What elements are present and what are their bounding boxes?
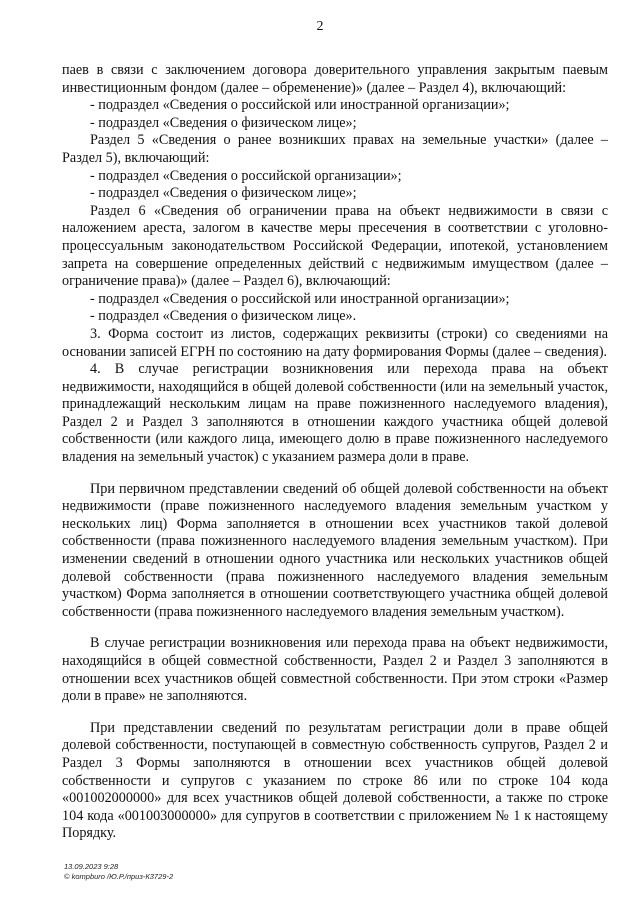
paragraph: 4. В случае регистрации возникновения или перехода права на объект недвижимости, находящийся в общей долевой собственности (или на земельный участок, принадлежащий нескольким лицам на праве пожизненного наследуемого владения), Раздел 2 и Раздел 3 заполняются в отношении каждого участника общей долевой собственности (или каждого лица, имеющего долю в праве пожизненного наследуемого владения на земельный участок) с указанием размера доли в праве.	[62, 361, 608, 466]
footer-timestamp: 13.09.2023 9:28	[64, 862, 119, 871]
list-item: - подраздел «Сведения о российской или иностранной организации»;	[90, 290, 510, 307]
footer-doc-id: © kompburo /Ю.Р./приз-К3729-2	[64, 872, 174, 881]
paragraph: Раздел 6 «Сведения об ограничении права на объект недвижимости в связи с наложением ареста, залогом в качестве меры пресечения в соответствии с уголовно-процессуальным законодательством Российской Федерации, ипотекой, установлением запрета на совершение определенных действий с недвижимым имуществом (далее – ограничение права)» (далее – Раздел 6), включающий:	[62, 202, 608, 290]
paragraph: 3. Форма состоит из листов, содержащих реквизиты (строки) со сведениями на основании записей ЕГРН по состоянию на дату формирования Формы (далее – сведения).	[62, 325, 608, 360]
paragraph: При представлении сведений по результатам регистрации доли в праве общей долевой собственности, поступающей в совместную собственность супругов, Раздел 2 и Раздел 3 Формы заполняются в отношении всех участников общей долевой собственности и супругов с указанием по строке 86 или по строке 104 кода «001002000000» для всех участников общей долевой собственности, а также по строке 104 кода «001003000000» для супругов в соответствии с приложением № 1 к настоящему Порядку.	[62, 719, 608, 842]
list-item: - подраздел «Сведения о физическом лице»;	[90, 185, 357, 202]
paragraph: паев в связи с заключением договора доверительного управления закрытым паевым инвестиционным фондом (далее – обременение)» (далее – Раздел 4), включающий:	[62, 62, 608, 96]
list-item: - подраздел «Сведения о российской организации»;	[90, 167, 402, 184]
paragraph: При первичном представлении сведений об общей долевой собственности на объект недвижимости (праве пожизненного наследуемого владения земельным участком у нескольких лиц) Форма заполняется в отношении всех участников такой долевой собственности (права пожизненного наследуемого владения земельным участком). При изменении сведений в отношении одного участника или нескольких участников общей долевой собственности (права пожизненного наследуемого владения земельным участком) Форма заполняется в отношении соответствующего участника общей долевой собственности (права пожизненного наследуемого владения земельным участком).	[62, 480, 608, 620]
list-item: - подраздел «Сведения о физическом лице».	[90, 308, 357, 325]
paragraph: В случае регистрации возникновения или перехода права на объект недвижимости, находящийся в общей совместной собственности, Раздел 2 и Раздел 3 заполняются в отношении всех участников общей совместной собственности. При этом строки «Размер доли в праве» не заполняются.	[62, 635, 608, 705]
paragraph: Раздел 5 «Сведения о ранее возникших правах на земельные участки» (далее – Раздел 5), включающий:	[62, 132, 608, 166]
document-body	[62, 62, 608, 843]
print-footer	[64, 862, 173, 882]
list-item: - подраздел «Сведения о российской или иностранной организации»;	[90, 97, 510, 114]
page-number: 2	[316, 19, 324, 34]
list-item: - подраздел «Сведения о физическом лице»;	[90, 114, 357, 131]
